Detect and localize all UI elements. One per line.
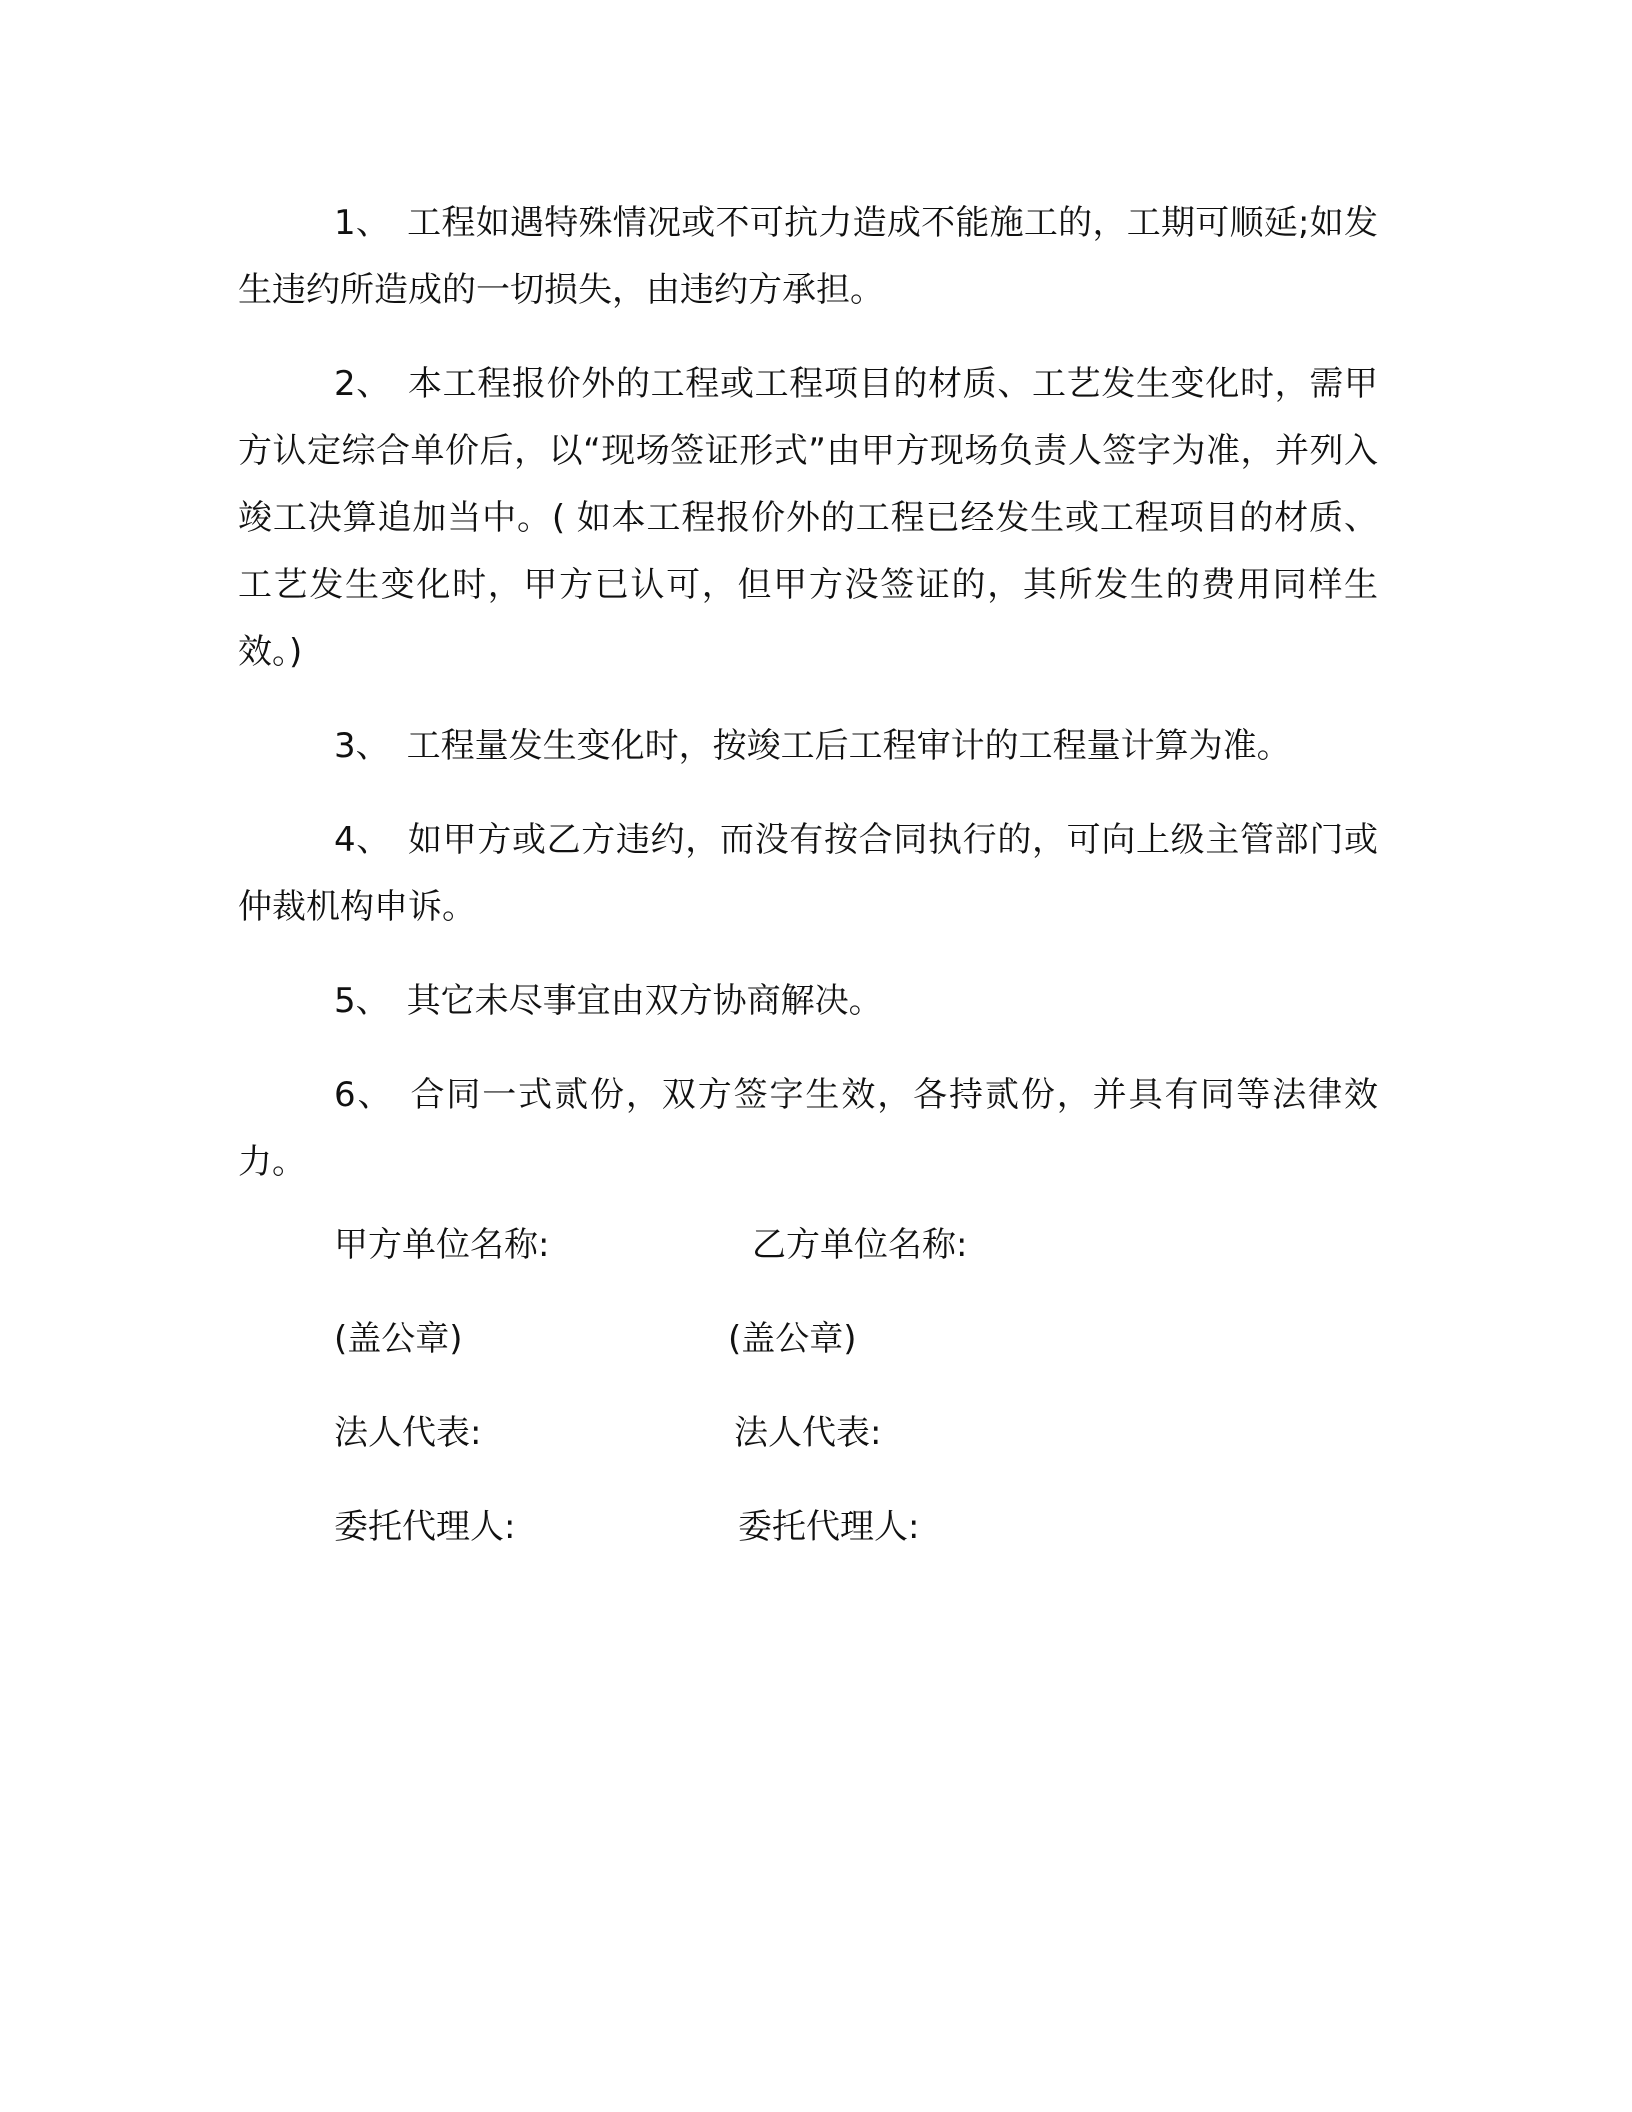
party-a-agent-label: 委托代理人: <box>334 1507 516 1547</box>
party-b-seal-label: (盖公章) <box>728 1319 857 1359</box>
clause-text: 工程如遇特殊情况或不可抗力造成不能施工的，工期可顺延;如发生违约所造成的一切损失，由违约方承担。 <box>238 203 1379 310</box>
signature-row-seal <box>334 1306 1234 1400</box>
clause-number: 4、 <box>334 820 391 860</box>
clause-4 <box>238 807 1378 941</box>
party-a-legal-label: 法人代表: <box>334 1413 482 1453</box>
clause-6 <box>238 1062 1378 1196</box>
clause-text: 其它未尽事宜由双方协商解决。 <box>406 981 883 1021</box>
party-b-legal-label: 法人代表: <box>734 1413 882 1453</box>
clause-number: 6、 <box>334 1075 394 1115</box>
clause-number: 5、 <box>334 981 390 1021</box>
clause-text: 合同一式贰份，双方签字生效，各持贰份，并具有同等法律效力。 <box>238 1075 1378 1182</box>
clause-number: 3、 <box>334 726 390 766</box>
clause-text: 工程量发生变化时，按竣工后工程审计的工程量计算为准。 <box>406 726 1291 766</box>
clause-1 <box>238 190 1378 324</box>
signature-row-legal <box>334 1400 1234 1494</box>
clause-text: 如甲方或乙方违约，而没有按合同执行的，可向上级主管部门或仲裁机构申诉。 <box>238 820 1378 927</box>
signature-section <box>334 1212 1234 1588</box>
clause-2 <box>238 351 1378 686</box>
clause-3 <box>238 713 1378 780</box>
clause-5 <box>238 968 1378 1035</box>
clause-number: 2、 <box>334 364 391 404</box>
signature-row-agent <box>334 1494 1234 1588</box>
party-a-seal-label: (盖公章) <box>334 1319 463 1359</box>
party-b-agent-label: 委托代理人: <box>738 1507 920 1547</box>
party-a-name-label: 甲方单位名称: <box>334 1225 550 1265</box>
signature-row-company <box>334 1212 1234 1306</box>
clause-text: 本工程报价外的工程或工程项目的材质、工艺发生变化时，需甲方认定综合单价后，以“现场签证形式”由甲方现场负责人签字为准，并列入竣工决算追加当中。( 如本工程报价外的工程已经发生或工程项目的材质、工艺发生变化时，甲方已认可，但甲方没签证的，其所发生的费用同样生效。) <box>238 364 1378 672</box>
clauses-section <box>238 190 1378 1223</box>
clause-number: 1、 <box>334 203 391 243</box>
party-b-name-label: 乙方单位名称: <box>752 1225 968 1265</box>
